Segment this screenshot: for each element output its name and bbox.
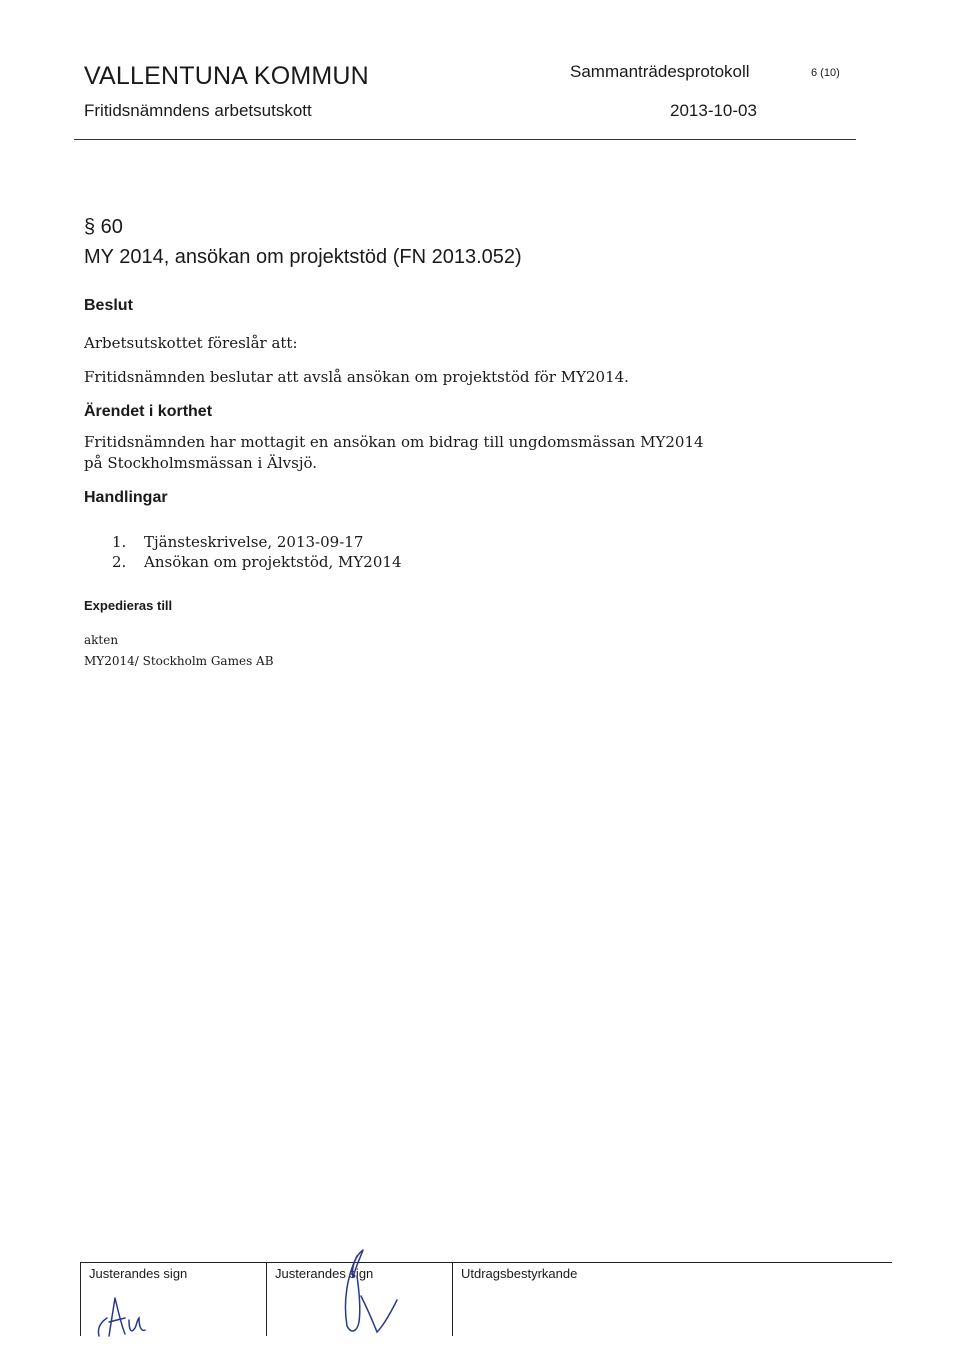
list-item-text: Tjänsteskrivelse, 2013-09-17 bbox=[144, 533, 364, 551]
signature-label: Justerandes sign bbox=[89, 1266, 188, 1281]
committee-name: Fritidsnämndens arbetsutskott bbox=[84, 101, 312, 120]
signature-cell-2 bbox=[266, 1262, 453, 1336]
arendet-heading: Ärendet i korthet bbox=[84, 403, 213, 420]
expedieras-list bbox=[84, 630, 274, 672]
list-item-text: Ansökan om projektstöd, MY2014 bbox=[144, 553, 402, 571]
list-item bbox=[112, 552, 401, 572]
paragraph-number: § 60 bbox=[84, 216, 123, 238]
signature-cell-1 bbox=[80, 1262, 267, 1336]
list-item-number: 1. bbox=[112, 533, 127, 551]
handlingar-list bbox=[112, 532, 401, 572]
signature-scribble bbox=[297, 1246, 417, 1342]
list-item: akten bbox=[84, 633, 119, 647]
list-item: MY2014/ Stockholm Games AB bbox=[84, 654, 274, 668]
handlingar-heading: Handlingar bbox=[84, 489, 168, 506]
extract-label: Utdragsbestyrkande bbox=[461, 1266, 578, 1281]
meeting-date: 2013-10-03 bbox=[670, 101, 757, 120]
document-type: Sammanträdesprotokoll bbox=[570, 62, 750, 81]
page-number: 6 (10) bbox=[811, 67, 840, 79]
expedieras-heading: Expedieras till bbox=[84, 598, 173, 613]
list-item-number: 2. bbox=[112, 553, 127, 571]
arendet-text: Fritidsnämnden har mottagit en ansökan om bidrag till ungdomsmässan MY2014 på Stockholmsmässan i Älvsjö. bbox=[84, 433, 704, 472]
org-name: VALLENTUNA KOMMUN bbox=[84, 62, 369, 90]
beslut-text: Fritidsnämnden beslutar att avslå ansökan om projektstöd för MY2014. bbox=[84, 368, 629, 386]
list-item bbox=[112, 532, 401, 552]
beslut-intro: Arbetsutskottet föreslår att: bbox=[84, 334, 298, 352]
signature-label: Justerandes sign bbox=[275, 1266, 374, 1281]
signature-scribble bbox=[85, 1284, 195, 1340]
paragraph-title: MY 2014, ansökan om projektstöd (FN 2013.052) bbox=[84, 246, 522, 268]
beslut-heading: Beslut bbox=[84, 297, 133, 314]
extract-cell bbox=[452, 1262, 893, 1336]
header-divider bbox=[74, 139, 856, 140]
